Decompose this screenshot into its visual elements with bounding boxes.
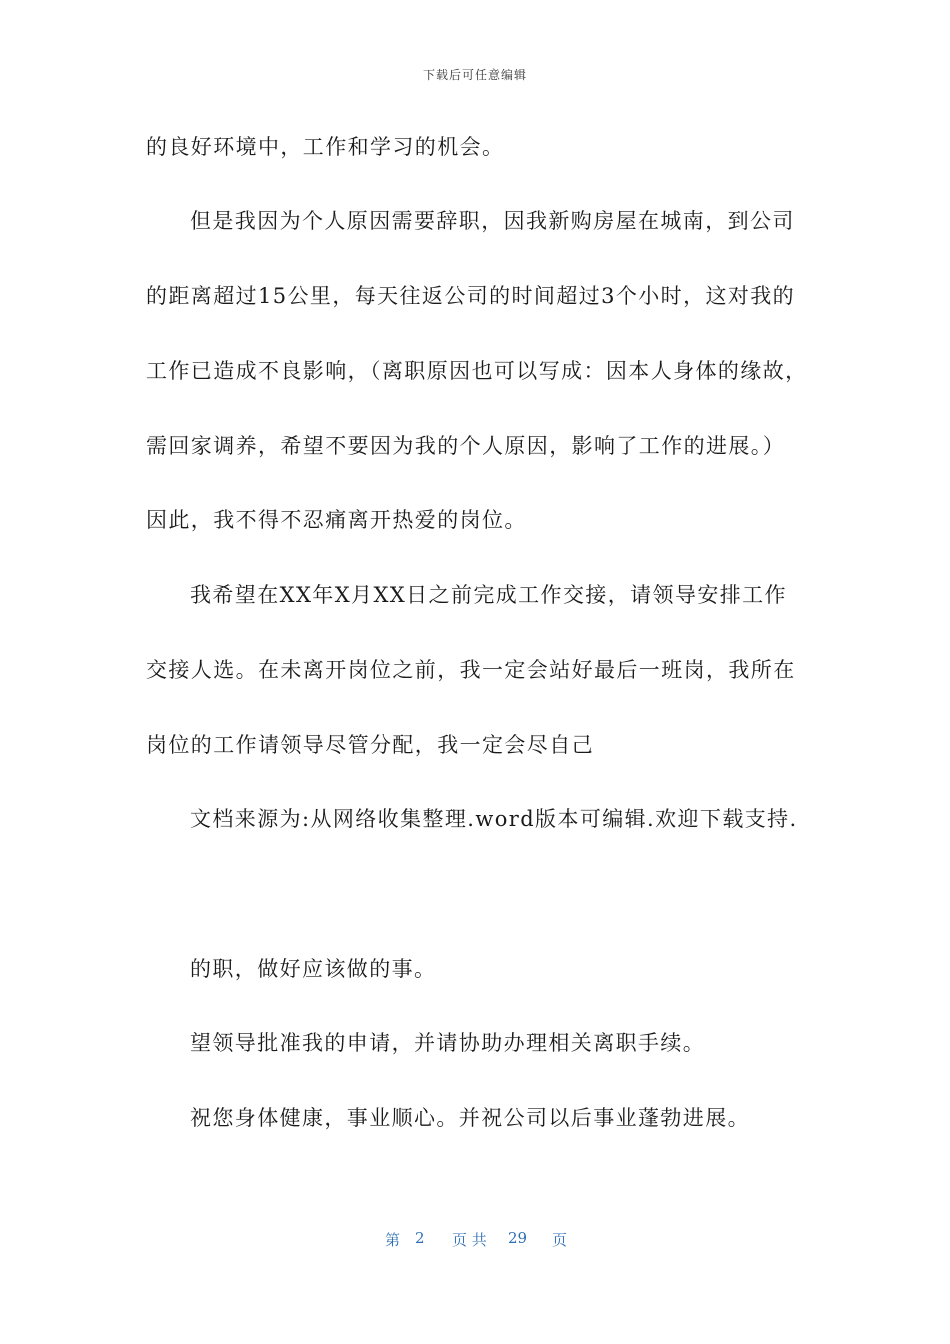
body-line: 工作已造成不良影响，（离职原因也可以写成：因本人身体的缘故， [146,359,808,383]
body-line: 交接人选。在未离开岗位之前，我一定会站好最后一班岗，我所在 [146,658,796,682]
body-line: 需回家调养，希望不要因为我的个人原因，影响了工作的进展。） [146,434,786,458]
page-footer [0,1229,950,1253]
total-pages-number: 29 [508,1229,528,1247]
body-line: 的职，做好应该做的事。 [190,957,437,981]
header-note: 下载后可任意编辑 [422,68,527,82]
footer-middle: 页 共 [452,1231,487,1249]
body-line: 的良好环境中，工作和学习的机会。 [146,135,505,159]
current-page-number: 2 [415,1229,425,1247]
body-line: 望领导批准我的申请，并请协助办理相关离职手续。 [190,1031,706,1055]
body-line: 的距离超过15公里，每天往返公司的时间超过3个小时，这对我的 [146,284,796,308]
body-line: 但是我因为个人原因需要辞职，因我新购房屋在城南，到公司 [190,209,795,233]
footer-prefix: 第 [385,1231,401,1249]
source-note: 文档来源为:从网络收集整理.word版本可编辑.欢迎下载支持. [190,807,798,831]
body-line: 岗位的工作请领导尽管分配，我一定会尽自己 [146,733,594,757]
body-line: 因此，我不得不忍痛离开热爱的岗位。 [146,508,527,532]
body-line: 我希望在XX年X月XX日之前完成工作交接，请领导安排工作 [190,583,787,607]
footer-suffix: 页 [552,1231,568,1249]
body-line: 祝您身体健康，事业顺心。并祝公司以后事业蓬勃进展。 [190,1106,750,1130]
